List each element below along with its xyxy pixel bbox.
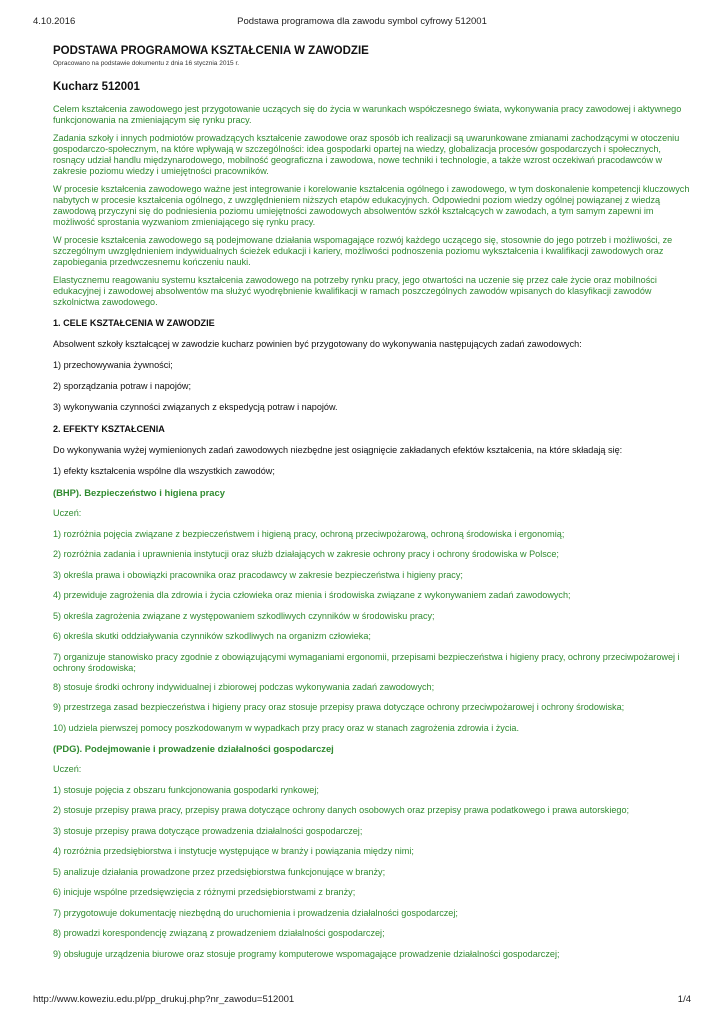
student-label: Uczeń: — [53, 764, 82, 774]
section-heading: 2. EFEKTY KSZTAŁCENIA — [53, 424, 165, 434]
bhp-item: 4) przewiduje zagrożenia dla zdrowia i życia człowieka oraz mienia i środowiska związane z wykonywaniem zadań zawodowych; — [53, 590, 571, 600]
intro-paragraph: Elastycznemu reagowaniu systemu kształcenia zawodowego na potrzeby rynku pracy, jego otwartości na uczenie się przez całe życie oraz mobilności edukacyjnej i zawodowej absolwentów ma służyć wyodrębnienie kwalifikacji w ramach poszczególnych zawodów wpisanych do klasyfikacji zawodów szkolnictwa zawodowego. — [53, 275, 657, 307]
intro-paragraph: Celem kształcenia zawodowego jest przygotowanie uczących się do życia w warunkach współczesnego świata, wykonywania pracy zawodowej i aktywnego funkcjonowania na zmieniającym się rynku pracy. — [53, 104, 682, 125]
page-number: 1/4 — [677, 994, 691, 1005]
bhp-item: 3) określa prawa i obowiązki pracownika oraz pracodawcy w zakresie bezpieczeństwa i higieny pracy; — [53, 569, 463, 580]
document-content — [53, 44, 693, 969]
pdg-item: 2) stosuje przepisy prawa pracy, przepisy prawa dotyczące ochrony danych osobowych oraz przepisy prawa podatkowego i prawa autorskiego; — [53, 805, 630, 815]
print-date: 4.10.2016 — [33, 16, 76, 27]
bhp-item: 1) rozróżnia pojęcia związane z bezpieczeństwem i higieną pracy, ochroną przeciwpożarową, ochroną środowiska i ergonomią; — [53, 528, 565, 539]
bhp-item: 2) rozróżnia zadania i uprawnienia instytucji oraz służb działających w zakresie ochrony pracy i ochrony środowiska w Polsce; — [53, 549, 559, 559]
pdg-item: 4) rozróżnia przedsiębiorstwa i instytucje występujące w branży i powiązania między nimi; — [53, 846, 414, 856]
pdg-item: 1) stosuje pojęcia z obszaru funkcjonowania gospodarki rynkowej; — [53, 784, 319, 795]
print-url: http://www.koweziu.edu.pl/pp_drukuj.php?nr_zawodu=512001 — [33, 994, 295, 1005]
bhp-item: 5) określa zagrożenia związane z występowaniem szkodliwych czynników w środowisku pracy; — [53, 610, 435, 621]
bhp-item: 7) organizuje stanowisko pracy zgodnie z obowiązującymi wymaganiami ergonomii, przepisami bezpieczeństwa i higieny pracy, ochrony przeciwpożarowej i ochrony środowiska; — [53, 651, 680, 673]
section-sub: 1) efekty kształcenia wspólne dla wszystkich zawodów; — [53, 466, 275, 476]
print-header — [33, 16, 691, 28]
task-item: 3) wykonywania czynności związanych z ekspedycją potraw i napojów. — [53, 402, 338, 412]
section-heading: 1. CELE KSZTAŁCENIA W ZAWODZIE — [53, 318, 215, 328]
bhp-item: 8) stosuje środki ochrony indywidualnej i zbiorowej podczas wykonywania zadań zawodowych; — [53, 681, 435, 692]
pdg-item: 9) obsługuje urządzenia biurowe oraz stosuje programy komputerowe wspomagające prowadzenie działalności gospodarczej; — [53, 948, 560, 959]
intro-paragraph: W procesie kształcenia zawodowego są podejmowane działania wspomagające rozwój każdego uczącego się, stosownie do jego potrzeb i możliwości, ze szczególnym uwzględnieniem indywidualnych ścieżek edukacji i kariery, możliwości podnoszenia poziomu wykształcenia i kwalifikacji zawodowych oraz zapobiegania przedwczesnemu kończeniu nauki. — [53, 235, 673, 267]
pdg-heading: (PDG). Podejmowanie i prowadzenie działalności gospodarczej — [53, 743, 334, 754]
document-title: PODSTAWA PROGRAMOWA KSZTAŁCENIA W ZAWODZIE — [53, 45, 369, 57]
document-subtitle: Opracowano na podstawie dokumentu z dnia 16 stycznia 2015 r. — [53, 60, 240, 67]
pdg-item: 7) przygotowuje dokumentację niezbędną do uruchomienia i prowadzenia działalności gospodarczej; — [53, 907, 458, 918]
bhp-item: 10) udziela pierwszej pomocy poszkodowanym w wypadkach przy pracy oraz w stanach zagrożenia zdrowia i życia. — [53, 722, 520, 733]
print-title: Podstawa programowa dla zawodu symbol cyfrowy 512001 — [237, 16, 487, 27]
pdg-item: 5) analizuje działania prowadzone przez przedsiębiorstwa funkcjonujące w branży; — [53, 866, 386, 877]
bhp-item: 9) przestrzega zasad bezpieczeństwa i higieny pracy oraz stosuje przepisy prawa dotyczące ochrony przeciwpożarowej i ochrony środowiska; — [53, 702, 625, 712]
intro-paragraph: Zadania szkoły i innych podmiotów prowadzących kształcenie zawodowe oraz sposób ich realizacji są uwarunkowane zmianami zachodzącymi w otoczeniu gospodarczo-społecznym, na które wpływają w szczególności: idea gospodarki opartej na wiedzy, globalizacja procesów gospodarczych i społecznych, rosnący udział handlu międzynarodowego, mobilność geograficzna i zawodowa, nowe techniki i technologie, a także wzrost oczekiwań pracodawców w zakresie poziomu wiedzy i umiejętności pracowników. — [53, 133, 680, 176]
task-item: 1) przechowywania żywności; — [53, 360, 173, 370]
student-label: Uczeń: — [53, 508, 82, 518]
print-footer — [33, 994, 691, 1006]
intro-paragraph: W procesie kształcenia zawodowego ważne jest integrowanie i korelowanie kształcenia ogólnego i zawodowego, w tym doskonalenie kompetencji kluczowych nabytych w procesie kształcenia ogólnego, z uwzględnieniem niższych etapów edukacyjnych. Odpowiedni poziom wiedzy ogólnej powiązanej z wiedzą zawodową przyczyni się do podniesienia poziomu umiejętności zawodowych absolwentów szkół kształcących w zawodach, a tym samym zapewni im możliwość sprostania wyzwaniom zmieniającego się rynku pracy. — [53, 184, 690, 227]
pdg-item: 3) stosuje przepisy prawa dotyczące prowadzenia działalności gospodarczej; — [53, 825, 363, 836]
profession-title: Kucharz 512001 — [53, 81, 140, 93]
task-item: 2) sporządzania potraw i napojów; — [53, 381, 192, 391]
section-lead: Do wykonywania wyżej wymienionych zadań zawodowych niezbędne jest osiągnięcie zakładanych efektów kształcenia, na które składają się: — [53, 445, 623, 455]
pdg-item: 8) prowadzi korespondencję związaną z prowadzeniem działalności gospodarczej; — [53, 928, 385, 938]
bhp-heading: (BHP). Bezpieczeństwo i higiena pracy — [53, 487, 225, 498]
pdg-item: 6) inicjuje wspólne przedsięwzięcia z różnymi przedsiębiorstwami z branży; — [53, 887, 356, 897]
bhp-item: 6) określa skutki oddziaływania czynników szkodliwych na organizm człowieka; — [53, 631, 371, 641]
section-lead: Absolwent szkoły kształcącej w zawodzie kucharz powinien być przygotowany do wykonywania następujących zadań zawodowych: — [53, 339, 582, 349]
